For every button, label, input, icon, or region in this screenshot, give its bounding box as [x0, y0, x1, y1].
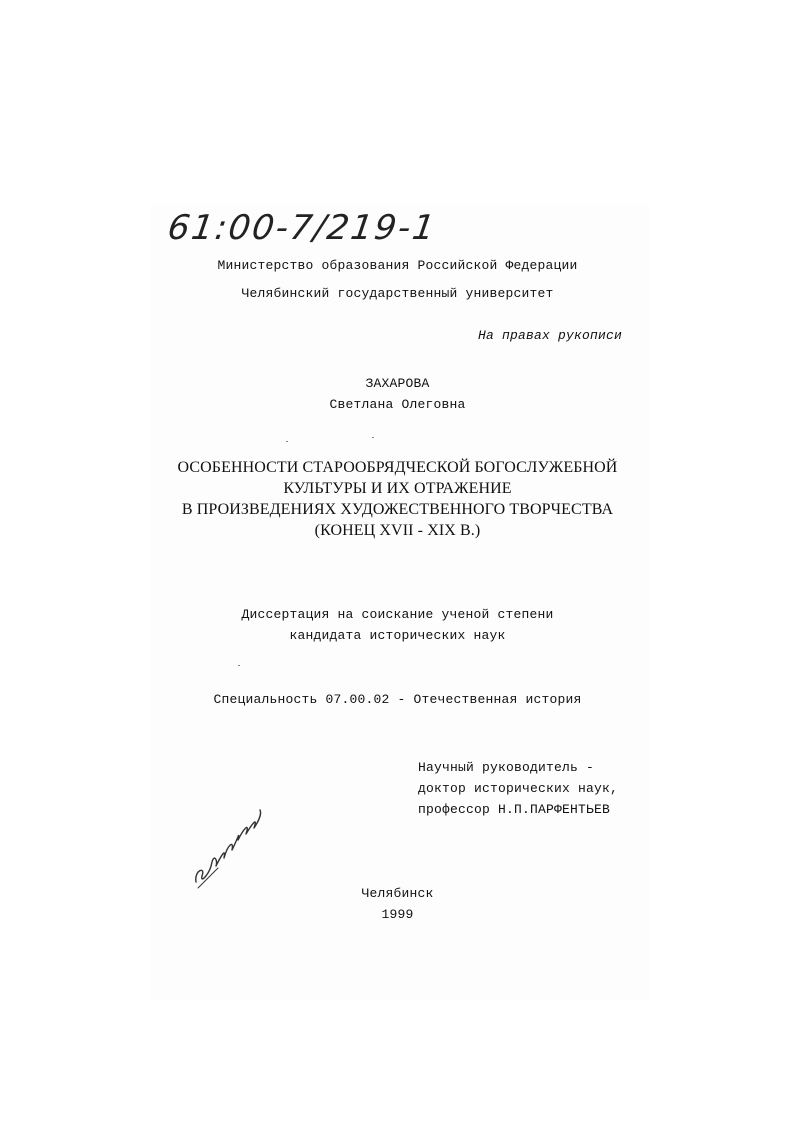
year: 1999: [381, 907, 414, 922]
university-name: Челябинский государственный университет: [241, 286, 554, 301]
specialty: Специальность 07.00.02 - Отечественная история: [213, 692, 582, 707]
supervisor-block: [418, 757, 618, 820]
archive-code-handwritten: 61:00-7/219-1: [165, 208, 439, 248]
dissertation-title-line-1: ОСОБЕННОСТИ СТАРООБРЯДЧЕСКОЙ БОГОСЛУЖЕБНОЙ: [177, 459, 618, 476]
ministry-name: Министерство образования Российской Федерации: [217, 258, 578, 273]
scan-speck: [286, 441, 288, 442]
dissertation-title-line-4: (КОНЕЦ XVII - XIX В.): [314, 522, 481, 539]
handwritten-signature: [188, 800, 268, 890]
supervisor-line-3: профессор Н.П.ПАРФЕНТЬЕВ: [418, 802, 611, 817]
author-given-names: Светлана Олеговна: [329, 397, 466, 412]
supervisor-line-2: доктор исторических наук,: [418, 781, 619, 796]
dissertation-title-line-3: В ПРОИЗВЕДЕНИЯХ ХУДОЖЕСТВЕННОГО ТВОРЧЕСТВА: [181, 501, 614, 518]
author-surname: ЗАХАРОВА: [365, 376, 430, 391]
manuscript-rights-note: На правах рукописи: [478, 328, 623, 343]
degree-line-1: Диссертация на соискание ученой степени: [241, 607, 554, 622]
scan-speck: [238, 665, 240, 666]
city: Челябинск: [361, 886, 434, 901]
dissertation-title-line-2: КУЛЬТУРЫ И ИХ ОТРАЖЕНИЕ: [283, 480, 512, 497]
scan-speck: [372, 437, 374, 438]
supervisor-line-1: Научный руководитель -: [418, 760, 595, 775]
degree-line-2: кандидата исторических наук: [289, 628, 506, 643]
